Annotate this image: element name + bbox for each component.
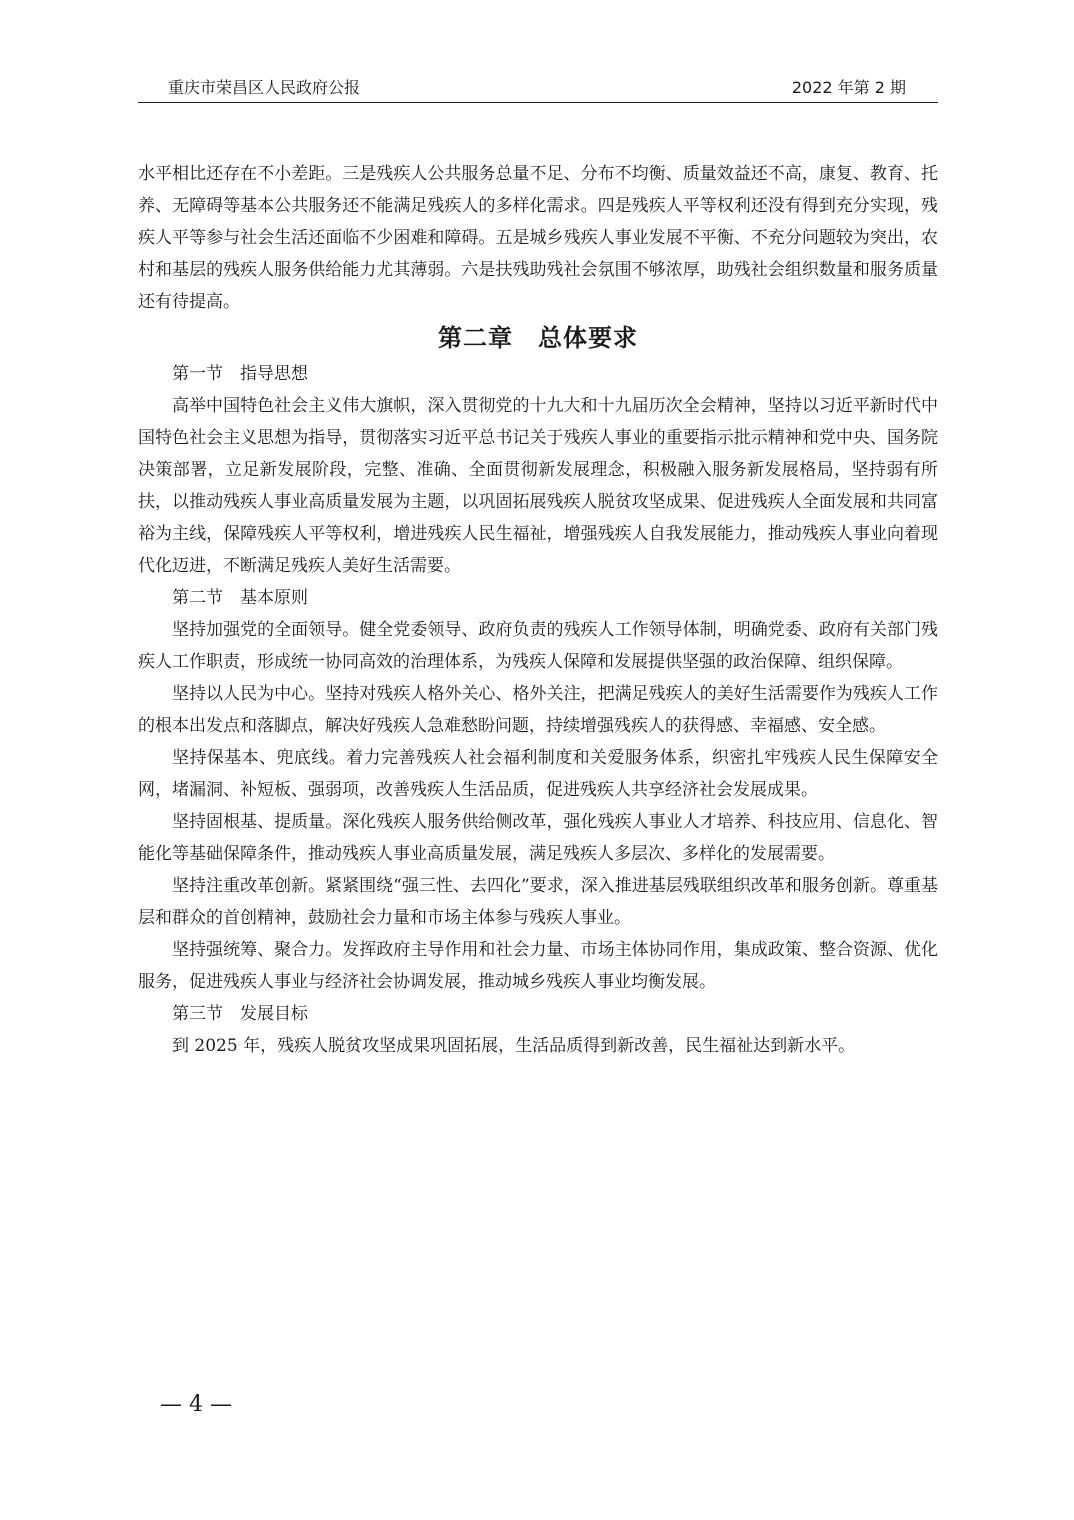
paragraph: 坚持加强党的全面领导。健全党委领导、政府负责的残疾人工作领导体制，明确党委、政府有关部门残疾人工作职责，形成统一协同高效的治理体系，为残疾人保障和发展提供坚强的政治保障、组织保障。 <box>138 620 938 672</box>
paragraph: 坚持注重改革创新。紧紧围绕“强三性、去四化”要求，深入推进基层残联组织改革和服务创新。尊重基层和群众的首创精神，鼓励社会力量和市场主体参与残疾人事业。 <box>138 876 938 928</box>
paragraph: 坚持强统筹、聚合力。发挥政府主导作用和社会力量、市场主体协同作用，集成政策、整合资源、优化服务，促进残疾人事业与经济社会协调发展，推动城乡残疾人事业均衡发展。 <box>138 940 938 992</box>
paragraph: 高举中国特色社会主义伟大旗帜，深入贯彻党的十九大和十九届历次全会精神，坚持以习近平新时代中国特色社会主义思想为指导，贯彻落实习近平总书记关于残疾人事业的重要指示批示精神和党中央、国务院决策部署，立足新发展阶段，完整、准确、全面贯彻新发展理念，积极融入服务新发展格局，坚持弱有所扶，以推动残疾人事业高质量发展为主题，以巩固拓展残疾人脱贫攻坚成果、促进残疾人全面发展和共同富裕为主线，保障残疾人平等权利，增进残疾人民生福祉，增强残疾人自我发展能力，推动残疾人事业向着现代化迈进，不断满足残疾人美好生活需要。 <box>138 396 938 576</box>
page-header <box>138 78 938 103</box>
section-heading: 第一节 指导思想 <box>172 364 308 384</box>
publication-title: 重庆市荣昌区人民政府公报 <box>168 78 361 97</box>
section-heading: 第二节 基本原则 <box>172 588 308 608</box>
paragraph: 水平相比还存在不小差距。三是残疾人公共服务总量不足、分布不均衡、质量效益还不高，康复、教育、托养、无障碍等基本公共服务还不能满足残疾人的多样化需求。四是残疾人平等权利还没有得到充分实现，残疾人平等参与社会生活还面临不少困难和障碍。五是城乡残疾人事业发展不平衡、不充分问题较为突出，农村和基层的残疾人服务供给能力尤其薄弱。六是扶残助残社会氛围不够浓厚，助残社会组织数量和服务质量还有待提高。 <box>138 164 938 312</box>
paragraph: 坚持以人民为中心。坚持对残疾人格外关心、格外关注，把满足残疾人的美好生活需要作为残疾人工作的根本出发点和落脚点，解决好残疾人急难愁盼问题，持续增强残疾人的获得感、幸福感、安全感。 <box>138 684 938 736</box>
paragraph: 坚持保基本、兜底线。着力完善残疾人社会福利制度和关爱服务体系，织密扎牢残疾人民生保障安全网，堵漏洞、补短板、强弱项，改善残疾人生活品质，促进残疾人共享经济社会发展成果。 <box>138 748 938 800</box>
chapter-title: 第二章 总体要求 <box>438 323 638 352</box>
section-heading: 第三节 发展目标 <box>172 1004 308 1024</box>
page-number: — 4 — <box>160 1392 232 1417</box>
paragraph: 到 2025 年，残疾人脱贫攻坚成果巩固拓展，生活品质得到新改善，民生福祉达到新水平。 <box>172 1036 856 1056</box>
paragraph: 坚持固根基、提质量。深化残疾人服务供给侧改革，强化残疾人事业人才培养、科技应用、信息化、智能化等基础保障条件，推动残疾人事业高质量发展，满足残疾人多层次、多样化的发展需要。 <box>138 812 938 864</box>
body-text <box>138 158 938 1062</box>
issue-number: 2022 年第 2 期 <box>791 78 906 97</box>
